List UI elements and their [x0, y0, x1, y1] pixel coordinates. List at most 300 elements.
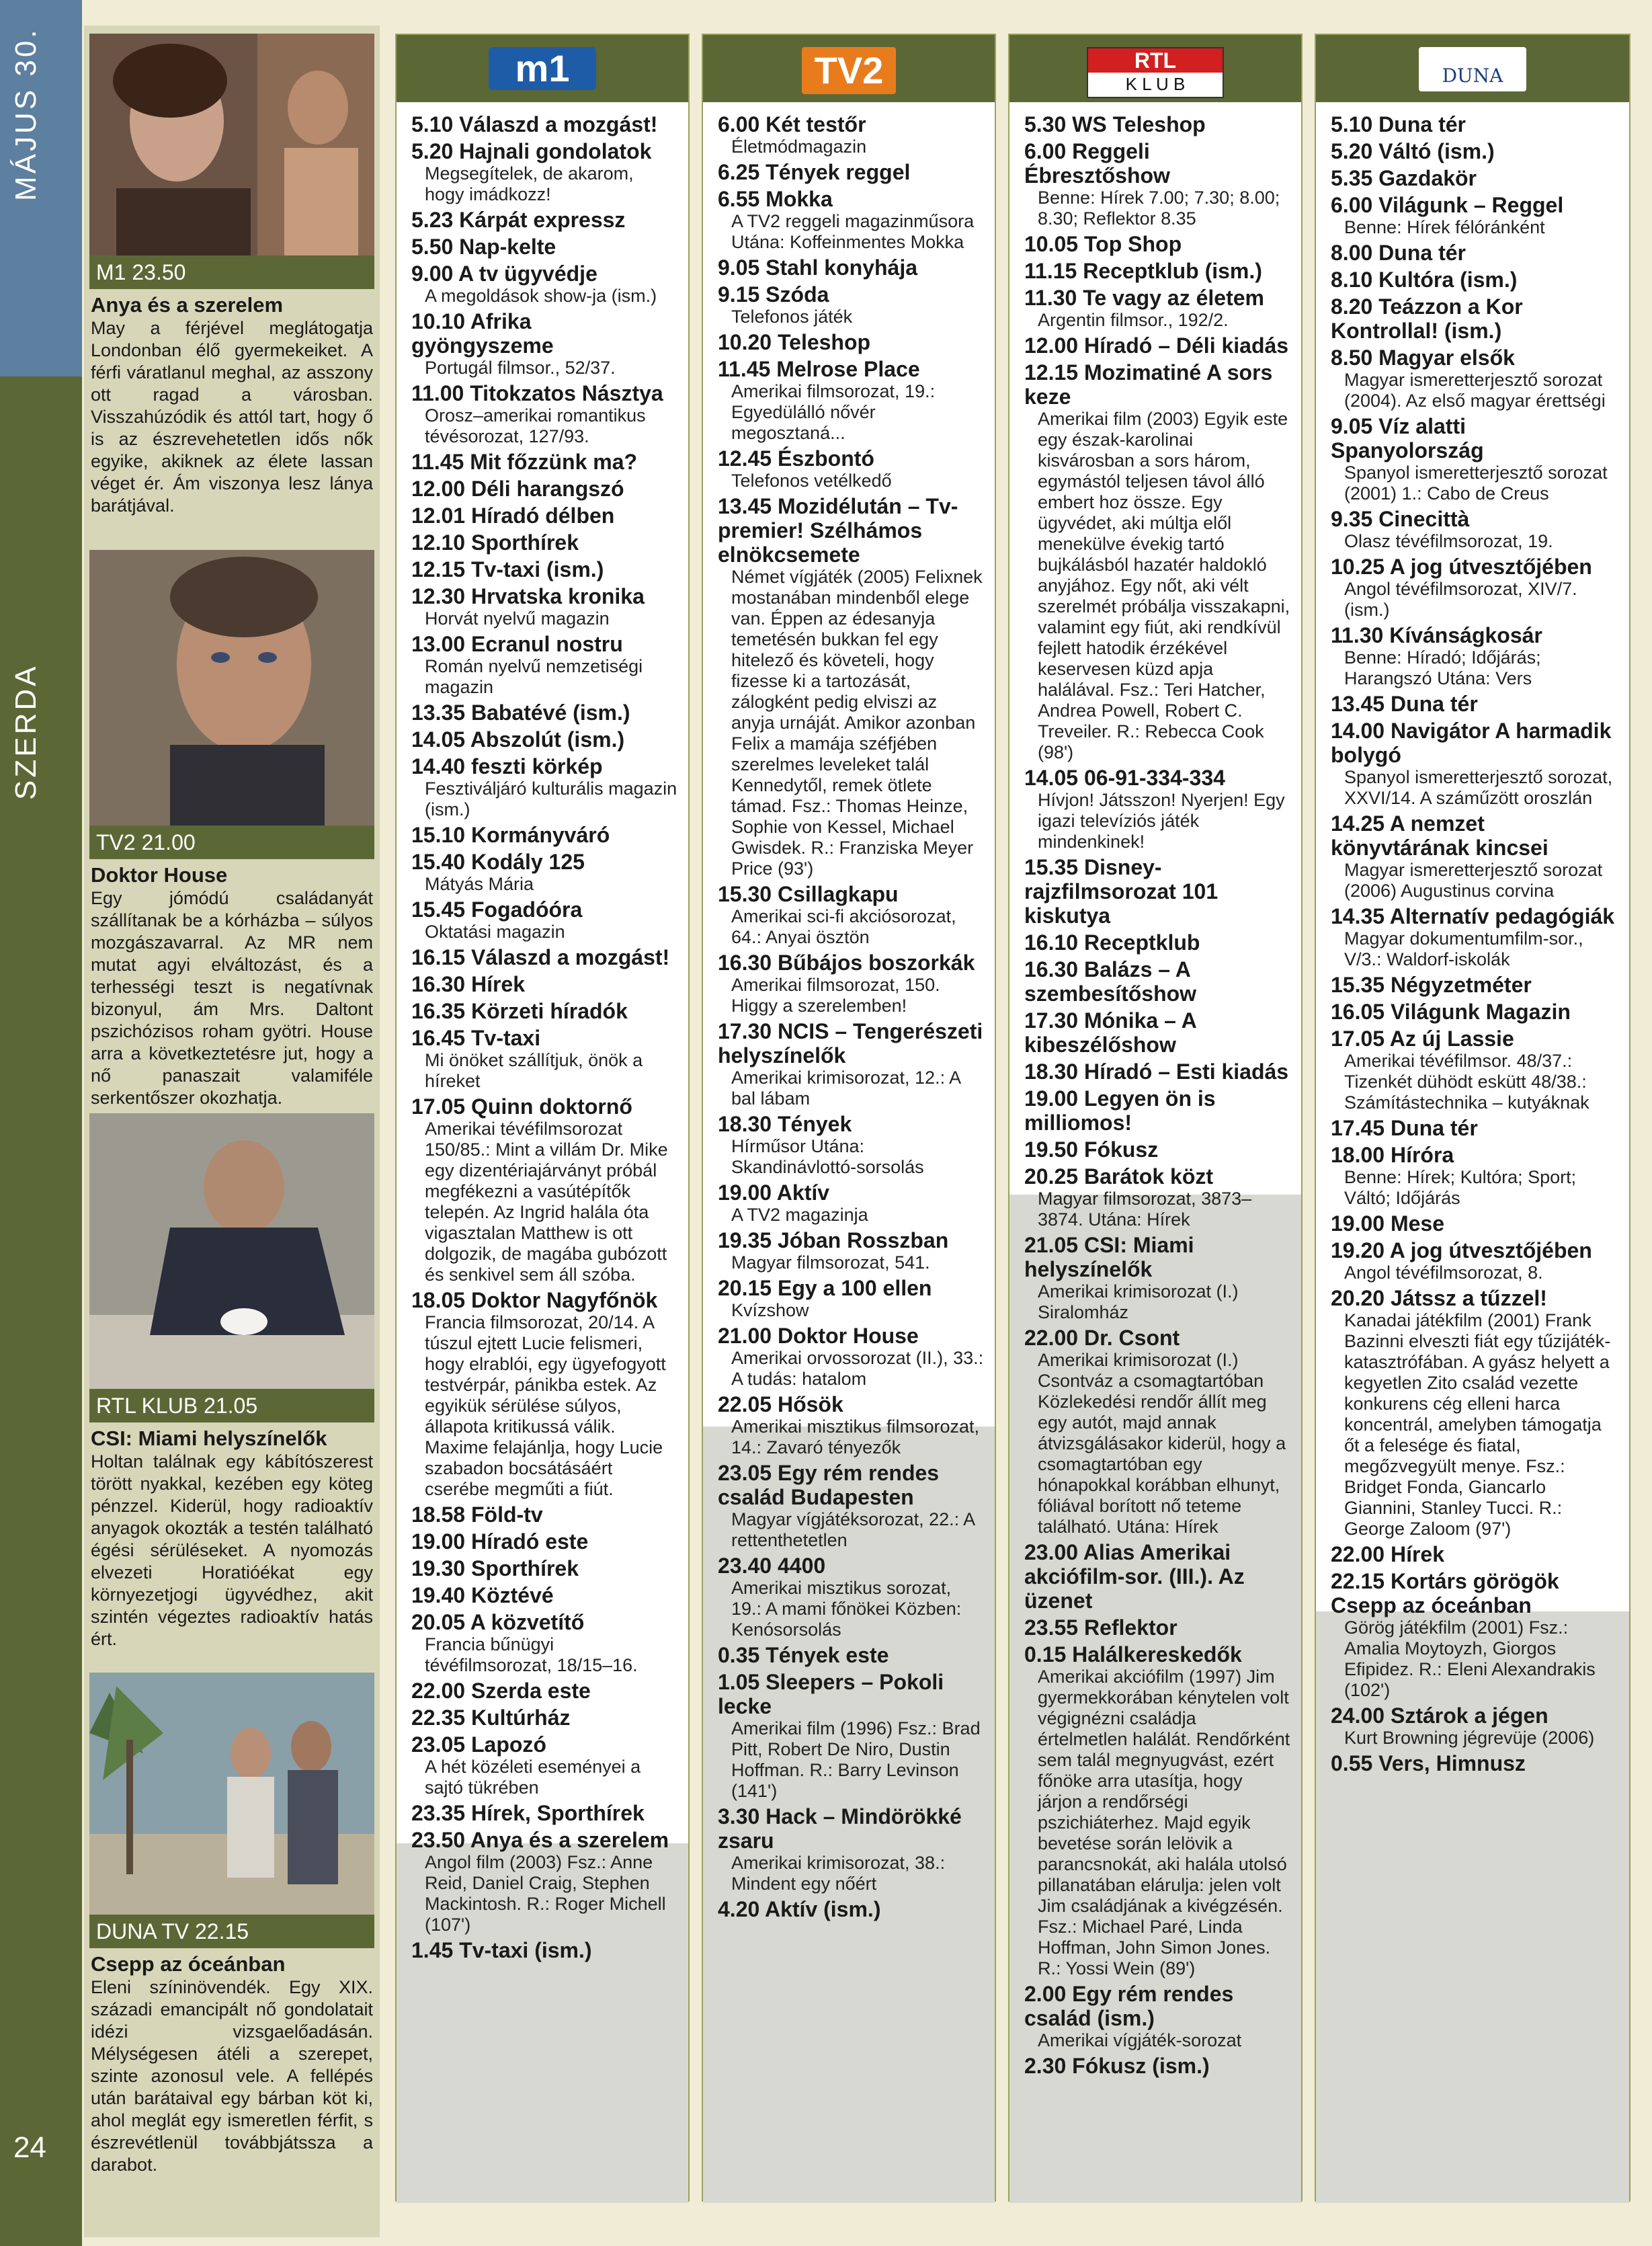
- programme-title: 16.05 Világunk Magazin: [1331, 1000, 1571, 1024]
- programme-description: Hívjon! Játsszon! Nyerjen! Egy igazi televíziós játék mindenkinek!: [1038, 790, 1285, 852]
- programme-title: 11.00 Titokzatos Násztya: [411, 381, 663, 405]
- programme-item: [411, 727, 677, 752]
- programme-description: A megoldások show-ja (ism.): [425, 286, 657, 306]
- programme-description: Kurt Browning jégrevüje (2006): [1344, 1728, 1595, 1748]
- programme-description: Amerikai misztikus sorozat, 19.: A mami főnökei Közben: Kenósorsolás: [731, 1578, 962, 1640]
- programme-item: [411, 850, 677, 895]
- programme-description: Német vígjáték (2005) Felixnek mostanában mindenből elege van. Éppen az édesanyja temetésén bukkan fel egy hitelező és követeli, hogy fizesse ki a tartozását, zálogként pedig elviszi az anyja urnáját. Amikor azonban Felix a mamája széfjében szerelmes leveleket talál Kennedytől, remek ötlete támad. Fsz.: Thomas Heinze, Sophie von Kessel, Michael Gwisdek. R.: Franziska Meyer Price (93'): [731, 567, 983, 879]
- programme-item: [1024, 855, 1290, 928]
- programme-title: 19.50 Fókusz: [1024, 1137, 1159, 1162]
- programme-item: [1024, 1059, 1290, 1084]
- programme-title: 0.15 Halálkereskedők: [1024, 1642, 1242, 1667]
- programme-title: 10.10 Afrika gyöngyszeme: [411, 309, 554, 358]
- programme-title: 5.20 Váltó (ism.): [1331, 139, 1495, 163]
- programme-item: [411, 477, 677, 501]
- programme-title: 5.20 Hajnali gondolatok: [411, 139, 652, 163]
- programme-item: [411, 450, 677, 474]
- programme-title: 19.20 A jog útvesztőjében: [1331, 1238, 1592, 1262]
- programme-description: Benne: Hírek; Kultóra; Sport; Váltó; Időjárás: [1344, 1167, 1577, 1208]
- programme-item: [1024, 1326, 1290, 1537]
- programme-description: Horvát nyelvű magazin: [425, 608, 610, 629]
- programme-title: 12.15 Tv-taxi (ism.): [411, 557, 604, 581]
- programme-item: [1331, 507, 1618, 552]
- programme-item: [1024, 1233, 1290, 1323]
- programme-item: [411, 999, 677, 1023]
- programme-description: Telefonos vetélkedő: [731, 471, 892, 491]
- feature-tv2: [84, 550, 380, 1141]
- programme-description: Portugál filmsor., 52/37.: [425, 358, 616, 378]
- programme-item: [718, 1392, 984, 1458]
- page-number: 24: [13, 2131, 46, 2164]
- programme-item: [411, 1679, 677, 1703]
- programme-item: [1331, 811, 1618, 901]
- programme-item: [411, 1610, 677, 1676]
- programme-item: [1331, 166, 1618, 190]
- programme-title: 18.58 Föld-tv: [411, 1502, 543, 1527]
- programme-item: [1331, 973, 1618, 997]
- programme-item: [718, 446, 984, 491]
- programme-item: [1331, 1542, 1618, 1566]
- programme-description: Telefonos játék: [731, 307, 853, 327]
- programme-item: [718, 1897, 984, 1921]
- programme-item: [1024, 1137, 1290, 1162]
- programme-item: [718, 357, 984, 444]
- programme-item: [411, 945, 677, 969]
- programme-title: 19.00 Híradó este: [411, 1529, 589, 1554]
- programme-title: 23.40 4400: [718, 1554, 826, 1578]
- programme-title: 16.35 Körzeti híradók: [411, 999, 628, 1023]
- programme-item: [718, 1554, 984, 1640]
- programme-item: [718, 1276, 984, 1321]
- programme-item: [1024, 139, 1290, 229]
- programme-item: [1331, 1027, 1618, 1113]
- programme-title: 20.25 Barátok közt: [1024, 1164, 1214, 1189]
- programme-item: [1331, 1143, 1618, 1209]
- programme-title: 3.30 Hack – Mindörökké zsaru: [718, 1804, 962, 1853]
- rtl-logo-bottom: K L U B: [1125, 74, 1186, 94]
- programme-description: Magyar ismeretterjesztő sorozat (2004). Az első magyar érettségi: [1344, 370, 1606, 411]
- programme-description: Amerikai film (1996) Fsz.: Brad Pitt, Robert De Niro, Dustin Hoffman. R.: Barry Levinson (141'): [731, 1718, 981, 1801]
- programme-item: [1024, 930, 1290, 955]
- programme-item: [411, 1828, 677, 1935]
- date-spine: [0, 0, 82, 2246]
- programme-item: [718, 1643, 984, 1667]
- programme-item: [411, 1938, 677, 1962]
- programme-title: 18.05 Doktor Nagyfőnök: [411, 1288, 658, 1312]
- programme-item: [1024, 259, 1290, 283]
- programme-item: [411, 1732, 677, 1798]
- programme-item: [718, 494, 984, 879]
- programme-description: Amerikai krimisorozat, 38.: Mindent egy nőért: [731, 1853, 946, 1894]
- programme-item: [1331, 1569, 1618, 1701]
- programme-item: [411, 897, 677, 942]
- programme-description: Magyar filmsorozat, 541.: [731, 1252, 930, 1273]
- programme-item: [411, 1801, 677, 1825]
- rtl-logo-top: RTL: [1088, 48, 1223, 73]
- programme-description: Mi önöket szállítjuk, önök a híreket: [425, 1050, 643, 1091]
- programme-title: 21.00 Doktor House: [718, 1324, 919, 1348]
- programme-title: 23.05 Egy rém rendes család Budapesten: [718, 1461, 940, 1509]
- programme-description: Hírműsor Utána: Skandinávlottó-sorsolás: [731, 1136, 924, 1177]
- programme-description: Spanyol ismeretterjesztő sorozat, XXVI/14. A száműzött oroszlán: [1344, 767, 1613, 808]
- programme-title: 20.20 Játssz a tűzzel!: [1331, 1286, 1547, 1310]
- feature-photo-rtl: [89, 1113, 374, 1389]
- programme-title: 22.00 Dr. Csont: [1024, 1326, 1180, 1350]
- programme-title: 14.25 A nemzet könyvtárának kincsei: [1331, 811, 1548, 860]
- programme-title: 5.30 WS Teleshop: [1024, 112, 1206, 136]
- programme-item: [1331, 268, 1618, 292]
- programme-title: 22.00 Szerda este: [411, 1679, 591, 1703]
- programme-item: [411, 1026, 677, 1092]
- programme-title: 8.50 Magyar elsők: [1331, 346, 1515, 370]
- programme-title: 13.45 Duna tér: [1331, 692, 1478, 716]
- programme-title: 19.00 Legyen ön is milliomos!: [1024, 1086, 1216, 1135]
- programme-title: 4.20 Aktív (ism.): [718, 1897, 881, 1921]
- programme-item: [1331, 1116, 1618, 1140]
- programme-title: 16.30 Balázs – A szembesítőshow: [1024, 957, 1197, 1006]
- programme-item: [1024, 232, 1290, 256]
- programme-item: [411, 1529, 677, 1554]
- programme-title: 14.05 Abszolút (ism.): [411, 727, 625, 752]
- programme-item: [718, 1228, 984, 1273]
- programme-item: [1331, 1703, 1618, 1749]
- programme-item: [1331, 414, 1618, 504]
- programme-title: 15.10 Kormányváró: [411, 823, 610, 847]
- feature-title-tv2: Doktor House: [91, 863, 228, 887]
- feature-photo-tv2: [89, 550, 374, 826]
- programme-item: [718, 1324, 984, 1390]
- programme-title: 14.40 feszti körkép: [411, 754, 603, 778]
- programme-title: 2.30 Fókusz (ism.): [1024, 2054, 1210, 2078]
- programme-title: 11.45 Mit főzzünk ma?: [411, 450, 638, 474]
- programme-item: [411, 262, 677, 307]
- feature-title-m1: Anya és a szerelem: [91, 293, 284, 317]
- programme-title: 19.35 Jóban Rosszban: [718, 1228, 949, 1252]
- programme-title: 13.45 Mozidélután – Tv-premier! Szélhámos elnökcsemete: [718, 494, 958, 567]
- programme-description: Megsegítelek, de akarom, hogy imádkozz!: [425, 163, 634, 204]
- channel-rtl: [1008, 34, 1303, 2202]
- channel-tv2: [702, 34, 996, 2202]
- programme-title: 1.05 Sleepers – Pokoli lecke: [718, 1670, 944, 1718]
- programme-item: [718, 882, 984, 948]
- programme-item: [1331, 241, 1618, 265]
- schedule-list-duna: [1316, 112, 1629, 1778]
- programme-item: [718, 1019, 984, 1109]
- programme-item: [411, 112, 677, 136]
- programme-title: 9.00 A tv ügyvédje: [411, 262, 597, 286]
- programme-title: 6.25 Tények reggel: [718, 160, 911, 184]
- feature-label-rtl: RTL KLUB 21.05: [89, 1389, 374, 1422]
- programme-description: Amerikai akciófilm (1997) Jim gyermekkorában kénytelen volt végignézni családja értelmetlen halálát. Rendőrként sem talál megnyugvást, ezért főnöke arra utasítja, hogy járjon a rendőrségi pszichiáterhez. Majd egyik bevetése során lelövik a parancsnokát, aki halála utolsó pillanatában elárulja: jelen volt Jim családjának a kivégzésén. Fsz.: Michael Paré, Linda Hoffman, John Simon Jones. R.: Yossi Wein (89'): [1038, 1667, 1290, 1978]
- programme-title: 15.45 Fogadóóra: [411, 897, 583, 922]
- programme-item: [411, 530, 677, 555]
- programme-description: Amerikai orvossorozat (II.), 33.: A tudás: hatalom: [731, 1348, 984, 1389]
- programme-item: [411, 1556, 677, 1580]
- programme-item: [411, 235, 677, 259]
- programme-title: 12.00 Híradó – Déli kiadás: [1024, 333, 1289, 358]
- programme-item: [1024, 112, 1290, 136]
- programme-item: [1331, 346, 1618, 411]
- schedule-list-m1: [397, 112, 688, 1965]
- programme-item: [411, 139, 677, 205]
- programme-description: Benne: Hírek 7.00; 7.30; 8.00; 8.30; Reflektor 8.35: [1038, 188, 1280, 229]
- programme-item: [1331, 1000, 1618, 1024]
- channel-header-m1: [397, 35, 688, 102]
- programme-title: 22.15 Kortárs görögök Csepp az óceánban: [1331, 1569, 1559, 1617]
- programme-item: [1331, 193, 1618, 238]
- programme-description: Kanadai játékfilm (2001) Frank Bazinni elveszti fiát egy tűzijáték-katasztrófában. A gyász helyett a kegyetlen Zito család vezette konkurens cég elleni harca koncentrál, amelyben támogatja őt a felesége és fiatal, megőzvegyült menye. Fsz.: Bridget Fonda, Giancarlo Giannini, Stanley Tucci. R.: George Zaloom (97'): [1344, 1310, 1611, 1539]
- schedule-list-tv2: [703, 112, 995, 1924]
- programme-item: [718, 330, 984, 354]
- programme-description: Kvízshow: [731, 1300, 809, 1320]
- programme-title: 23.35 Hírek, Sporthírek: [411, 1801, 645, 1825]
- programme-title: 5.10 Duna tér: [1331, 112, 1466, 136]
- programme-description: Amerikai krimisorozat (I.) Siralomház: [1038, 1281, 1239, 1322]
- programme-title: 10.25 A jog útvesztőjében: [1331, 555, 1592, 579]
- programme-title: 5.50 Nap-kelte: [411, 235, 556, 259]
- programme-item: [1024, 1164, 1290, 1230]
- programme-title: 17.45 Duna tér: [1331, 1116, 1478, 1140]
- programme-description: A hét közéleti eseményei a sajtó tükrében: [425, 1757, 641, 1798]
- programme-item: [1331, 139, 1618, 163]
- programme-title: 14.00 Navigátor A harmadik bolygó: [1331, 719, 1612, 767]
- programme-title: 15.35 Disney-rajzfilmsorozat 101 kiskutya: [1024, 855, 1219, 928]
- programme-title: 16.30 Bűbájos boszorkák: [718, 951, 975, 975]
- programme-item: [411, 584, 677, 629]
- programme-description: Olasz tévéfilmsorozat, 19.: [1344, 531, 1553, 551]
- programme-title: 11.15 Receptklub (ism.): [1024, 259, 1262, 283]
- programme-description: Amerikai film (2003) Egyik este egy észak-karolinai kisvárosban a sors három, egymástól teljesen távol álló embert hoz össze. Egy ügyvédet, aki múltja elől menekülve évekig tartó bujkálásból hazatér haldokló anyjához. Egy nőt, aki vélt szerelmét próbálja visszakapni, valamint egy fiút, aki rendkívül fejlett hatodik érzékével keservesen küzd apja halálával. Fsz.: Teri Hatcher, Andrea Powell, Robert C. Treveiler. R.: Rebecca Cook (98'): [1038, 409, 1290, 762]
- programme-description: Amerikai krimisorozat, 12.: A bal lábam: [731, 1068, 960, 1109]
- programme-title: 0.55 Vers, Himnusz: [1331, 1751, 1526, 1775]
- programme-description: Oktatási magazin: [425, 922, 565, 942]
- programme-title: 18.00 Híróra: [1331, 1143, 1454, 1167]
- feature-title-rtl: CSI: Miami helyszínelők: [91, 1427, 327, 1450]
- programme-item: [718, 255, 984, 280]
- feature-photo-m1: [89, 34, 374, 255]
- programme-title: 14.35 Alternatív pedagógiák: [1331, 904, 1615, 928]
- programme-title: 12.45 Észbontó: [718, 446, 874, 471]
- feature-desc-tv2: Egy jómódú családanyát szállítanak be a kórházba – súlyos mozgászavarral. Az MR nem mutat agyi elváltozást, és a terhességi teszt is negatívnak bizonyul, ám Mrs. Daltont pszichózisos roham gyötri. House arra a következtetésre jut, hogy a nő panaszait valamiféle serkentőszer okozhatja.: [91, 888, 373, 1108]
- programme-description: Amerikai tévéfilmsor. 48/37.: Tizenkét dühödt eskütt 48/38.: Számítástechnika – kutyáknak: [1344, 1051, 1589, 1113]
- programme-item: [718, 1804, 984, 1894]
- programme-item: [1331, 1211, 1618, 1236]
- programme-item: [1331, 1238, 1618, 1283]
- programme-title: 0.35 Tények este: [718, 1643, 889, 1667]
- rtl-logo: [1087, 47, 1224, 98]
- programme-item: [1024, 286, 1290, 331]
- programme-title: 12.10 Sporthírek: [411, 530, 579, 555]
- programme-title: 5.10 Válaszd a mozgást!: [411, 112, 658, 136]
- programme-title: 8.00 Duna tér: [1331, 241, 1466, 265]
- programme-title: 8.10 Kultóra (ism.): [1331, 268, 1518, 292]
- programme-description: Angol tévéfilmsorozat, 8.: [1344, 1262, 1543, 1283]
- programme-description: Életmódmagazin: [731, 136, 867, 157]
- programme-description: Francia bűnügyi tévéfilmsorozat, 18/15–16.: [425, 1634, 638, 1675]
- programme-title: 9.05 Víz alatti Spanyolország: [1331, 414, 1484, 463]
- programme-title: 19.40 Köztévé: [411, 1583, 554, 1607]
- programme-title: 12.00 Déli harangszó: [411, 477, 624, 501]
- programme-item: [1024, 1982, 1290, 2051]
- programme-item: [718, 1461, 984, 1551]
- programme-title: 6.00 Világunk – Reggel: [1331, 193, 1564, 217]
- programme-title: 18.30 Tények: [718, 1112, 852, 1136]
- programme-item: [411, 1502, 677, 1527]
- programme-item: [411, 972, 677, 996]
- schedule-list-rtl: [1009, 112, 1301, 2081]
- feature-label-m1: M1 23.50: [89, 255, 374, 289]
- programme-description: Amerikai sci-fi akciósorozat, 64.: Anyai ösztön: [731, 906, 956, 947]
- spine-day: SZERDA: [9, 664, 42, 800]
- feature-label-duna: DUNA TV 22.15: [89, 1915, 374, 1948]
- programme-title: 10.05 Top Shop: [1024, 232, 1182, 256]
- programme-title: 23.00 Alias Amerikai akciófilm-sor. (III.). Az üzenet: [1024, 1540, 1245, 1613]
- programme-description: Orosz–amerikai romantikus tévésorozat, 127/93.: [425, 405, 646, 446]
- programme-description: Amerikai vígjáték-sorozat: [1038, 2030, 1242, 2050]
- programme-description: A TV2 magazinja: [731, 1205, 868, 1225]
- channel-header-tv2: [703, 35, 995, 102]
- programme-description: Görög játékfilm (2001) Fsz.: Amalia Moytoyzh, Giorgos Efipidez. R.: Eleni Alexandrakis (102'): [1344, 1617, 1596, 1700]
- programme-title: 16.15 Válaszd a mozgást!: [411, 945, 670, 969]
- channel-m1: [395, 34, 690, 2202]
- tv2-logo: TV2: [802, 47, 896, 94]
- programme-description: Amerikai misztikus filmsorozat, 14.: Zavaró tényezők: [731, 1416, 980, 1457]
- programme-title: 12.30 Hrvatska kronika: [411, 584, 645, 608]
- spine-month: MÁJUS 30.: [9, 27, 42, 201]
- programme-title: 1.45 Tv-taxi (ism.): [411, 1938, 592, 1962]
- programme-item: [411, 1288, 677, 1500]
- programme-description: Angol film (2003) Fsz.: Anne Reid, Daniel Craig, Stephen Mackintosh. R.: Roger Michell (107'): [425, 1852, 666, 1935]
- programme-item: [1331, 719, 1618, 809]
- programme-item: [1024, 1086, 1290, 1135]
- feature-desc-m1: May a férjével meglátogatja Londonban élő gyermekeiket. A férfi váratlanul meghal, az asszony ott ragad a városban. Visszahúzódik és attól tart, hogy ő is az észrevehetetlen idős nők egyike, akiknek az élete lassan véget ér. Ám viszonya lesz lánya barátjával.: [91, 318, 373, 516]
- programme-item: [1024, 957, 1290, 1006]
- programme-title: 6.55 Mokka: [718, 187, 833, 211]
- programme-description: Román nyelvű nemzetiségi magazin: [425, 656, 643, 697]
- programme-title: 24.00 Sztárok a jégen: [1331, 1703, 1548, 1728]
- programme-title: 11.30 Kívánságkosár: [1331, 623, 1542, 647]
- programme-title: 17.30 Mónika – A kibeszélőshow: [1024, 1008, 1196, 1057]
- programme-title: 11.30 Te vagy az életem: [1024, 286, 1264, 310]
- programme-description: Mátyás Mária: [425, 874, 534, 894]
- programme-item: [718, 187, 984, 253]
- programme-description: Amerikai filmsorozat, 19.: Egyedülálló nővér megosztaná...: [731, 381, 936, 443]
- feature-photo-duna: [89, 1673, 374, 1915]
- programme-item: [1331, 555, 1618, 620]
- programme-item: [1331, 1751, 1618, 1775]
- programme-description: Spanyol ismeretterjesztő sorozat (2001) 1.: Cabo de Creus: [1344, 463, 1608, 504]
- programme-title: 5.23 Kárpát expressz: [411, 208, 626, 232]
- programme-title: 15.35 Négyzetméter: [1331, 973, 1532, 997]
- programme-title: 11.45 Melrose Place: [718, 357, 920, 381]
- programme-title: 9.35 Cinecittà: [1331, 507, 1470, 531]
- programme-title: 19.00 Aktív: [718, 1180, 830, 1205]
- programme-title: 13.00 Ecranul nostru: [411, 632, 623, 656]
- programme-title: 16.30 Hírek: [411, 972, 526, 996]
- programme-title: 23.55 Reflektor: [1024, 1615, 1178, 1640]
- programme-item: [718, 282, 984, 327]
- programme-title: 5.35 Gazdakör: [1331, 166, 1477, 190]
- programme-description: Argentin filmsor., 192/2.: [1038, 310, 1229, 330]
- programme-title: 19.00 Mese: [1331, 1211, 1445, 1236]
- channel-header-rtl: [1009, 35, 1301, 102]
- feature-label-tv2: TV2 21.00: [89, 826, 374, 859]
- programme-description: Fesztiváljáró kulturális magazin (ism.): [425, 778, 677, 819]
- programme-item: [718, 112, 984, 157]
- programme-description: Amerikai krimisorozat (I.) Csontváz a csomagtartóban Közlekedési rendőr állít meg egy autót, majd annak átvizsgálásakor kiderül, hogy a csomagtartóban egy hónapokkal korábban elhunyt, fóliával borított nő teteme található. Utána: Hírek: [1038, 1350, 1286, 1537]
- programme-description: Angol tévéfilmsorozat, XIV/7. (ism.): [1344, 579, 1577, 620]
- programme-title: 8.20 Teázzon a Kor Kontrollal! (ism.): [1331, 294, 1523, 343]
- programme-title: 23.05 Lapozó: [411, 1732, 546, 1757]
- m1-logo: m1: [489, 47, 596, 90]
- programme-item: [411, 381, 677, 447]
- programme-item: [1331, 623, 1618, 689]
- programme-title: 9.15 Szóda: [718, 282, 829, 307]
- programme-title: 10.20 Teleshop: [718, 330, 871, 354]
- programme-title: 16.10 Receptklub: [1024, 930, 1200, 955]
- feature-desc-rtl: Holtan találnak egy kábítószerest törött nyakkal, kezében egy köteg pénzzel. Kiderül, hogy radioaktív anyagok okozták a testén található égési sérüléseket. A nyomozás elvezeti Horatióékat egy környezetjogi ügyvédhez, akit szintén végeztes radioaktív hatás ért.: [91, 1451, 373, 1649]
- programme-title: 16.45 Tv-taxi: [411, 1026, 541, 1050]
- programme-item: [1024, 1615, 1290, 1640]
- programme-description: Magyar dokumentumfilm-sor., V/3.: Waldorf-iskolák: [1344, 928, 1583, 969]
- programme-description: Amerikai tévéfilmsorozat 150/85.: Mint a villám Dr. Mike egy dizentériajárványt próbál megfékezni a vasútépítők telepén. Az Ingrid halála óta vigasztalan Matthew is ott dolgozik, de magába gubózott és senkivel sem áll szóba.: [425, 1119, 668, 1285]
- programme-title: 22.05 Hősök: [718, 1392, 843, 1416]
- duna-logo: DUNA: [1419, 47, 1526, 91]
- programme-title: 19.30 Sporthírek: [411, 1556, 579, 1580]
- programme-description: Benne: Hírek félóránként: [1344, 217, 1545, 237]
- programme-title: 22.35 Kultúrház: [411, 1706, 571, 1730]
- programme-item: [1331, 294, 1618, 343]
- programme-item: [411, 823, 677, 847]
- programme-description: Magyar filmsorozat, 3873–3874. Utána: Hírek: [1038, 1189, 1252, 1230]
- programme-title: 15.40 Kodály 125: [411, 850, 585, 874]
- feature-rtl: [84, 1113, 380, 1678]
- programme-item: [411, 1094, 677, 1285]
- programme-title: 20.15 Egy a 100 ellen: [718, 1276, 932, 1300]
- programme-item: [1024, 1008, 1290, 1057]
- programme-item: [1024, 360, 1290, 763]
- programme-item: [718, 1670, 984, 1802]
- programme-item: [718, 951, 984, 1016]
- feature-duna: [84, 1673, 380, 2237]
- programme-title: 2.00 Egy rém rendes család (ism.): [1024, 1982, 1234, 2030]
- programme-title: 14.05 06-91-334-334: [1024, 766, 1225, 790]
- programme-description: A TV2 reggeli magazinműsora Utána: Koffeinmentes Mokka: [731, 211, 975, 252]
- programme-title: 22.00 Hírek: [1331, 1542, 1445, 1566]
- programme-item: [718, 160, 984, 184]
- programme-description: Benne: Híradó; Időjárás; Harangszó Utána: Vers: [1344, 647, 1541, 688]
- programme-description: Amerikai filmsorozat, 150. Higgy a szerelemben!: [731, 975, 940, 1016]
- programme-title: 12.15 Mozimatiné A sors keze: [1024, 360, 1273, 409]
- programme-item: [411, 632, 677, 698]
- programme-description: Magyar vígjátéksorozat, 22.: A rettenthetetlen: [731, 1509, 975, 1550]
- programme-item: [411, 557, 677, 581]
- programme-title: 17.05 Az új Lassie: [1331, 1027, 1514, 1051]
- programme-item: [1331, 692, 1618, 716]
- programme-title: 17.30 NCIS – Tengerészeti helyszínelők: [718, 1019, 983, 1068]
- channel-header-duna: [1316, 35, 1629, 102]
- programme-description: Francia filmsorozat, 20/14. A túszul ejtett Lucie felismeri, hogy elrablói, egy ügyefogyott testvérpár, pánikba estek. Az egyikük sérülése súlyos, állapota kritikussá válik. Maxime felajánlja, hogy Lucie szabadon bocsátásáért cserébe megműti a fiút.: [425, 1312, 666, 1499]
- programme-title: 23.50 Anya és a szerelem: [411, 1828, 669, 1852]
- programme-item: [411, 700, 677, 725]
- programme-item: [411, 754, 677, 820]
- programme-item: [1331, 904, 1618, 970]
- programme-item: [1331, 112, 1618, 136]
- programme-title: 13.35 Babatévé (ism.): [411, 700, 630, 725]
- programme-item: [411, 309, 677, 378]
- programme-item: [718, 1180, 984, 1226]
- programme-item: [1024, 1540, 1290, 1613]
